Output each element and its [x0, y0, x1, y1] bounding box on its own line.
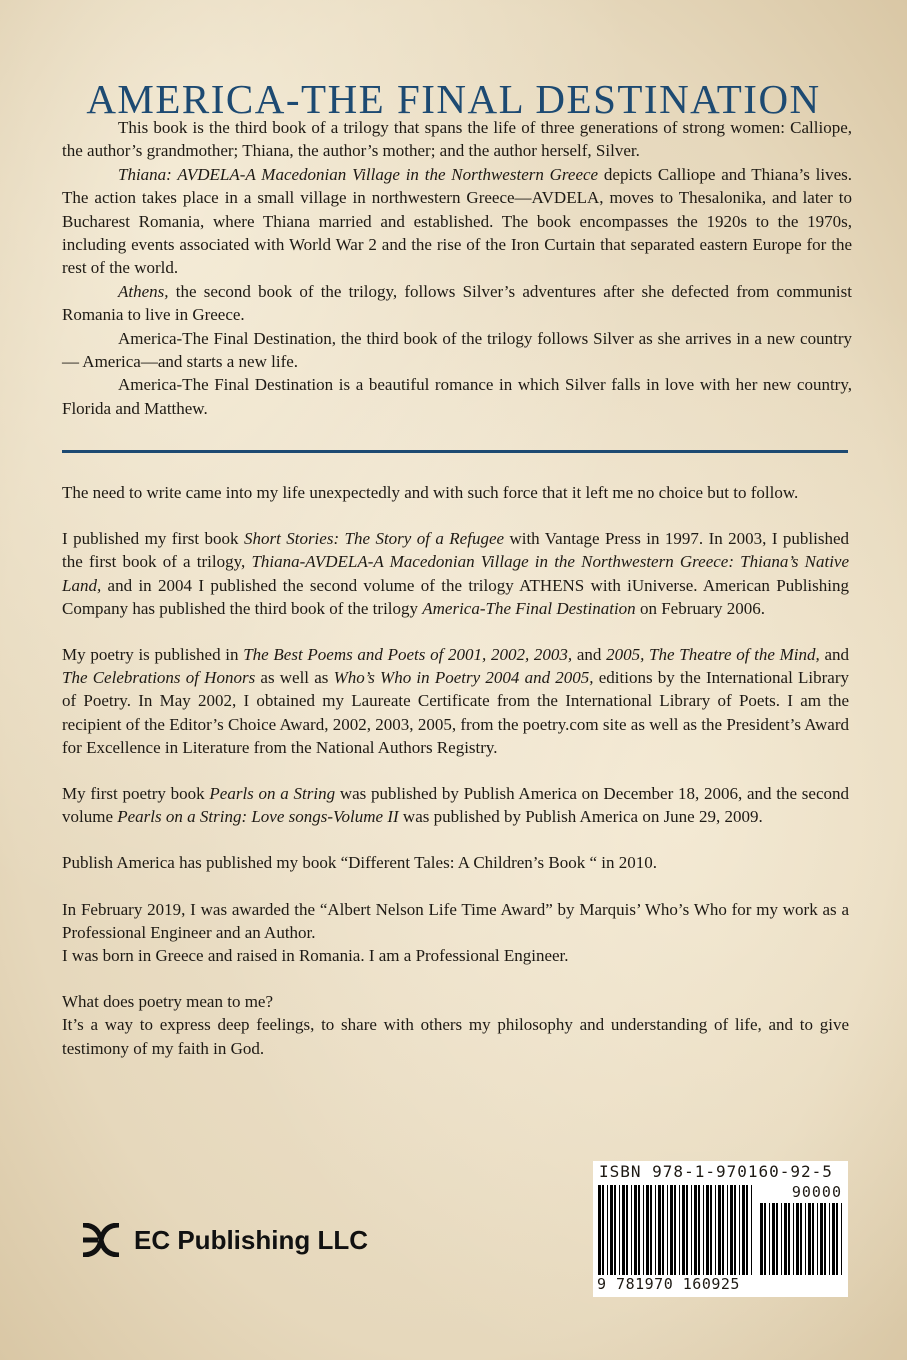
- barcode-bar: [710, 1185, 712, 1275]
- barcode-bar: [820, 1203, 823, 1275]
- book-title-reference: Pearls on a String: [209, 784, 336, 804]
- book-title-reference: America-The Final Destination: [422, 598, 636, 618]
- ean-bars: [597, 1185, 755, 1275]
- text: depicts Calliope and Thiana’s lives. The action takes place in a small village in northwestern Greece—AVDELA, moves to Thesalonika, and later to Bucharest Romania, where Thiana married and established. The book encompasses the 1920s to the 1970s, including events associated with World War 2 and the rise of the Iron Curtain that separated eastern Europe for the rest of the world.: [62, 164, 852, 278]
- synopsis-paragraph: [62, 163, 852, 280]
- barcode-bar: [670, 1185, 673, 1275]
- synopsis-paragraph: America-The Final Destination, the third book of the trilogy follows Silver as she arrives in a new country— America—and starts a new life.: [62, 328, 852, 372]
- barcode-bar: [691, 1185, 692, 1275]
- text: and in 2004 I published the second volume of the trilogy ATHENS with iUniverse. American Publishing Company has published the third book of the trilogy: [62, 575, 849, 618]
- barcode-bar: [662, 1185, 664, 1275]
- barcode-bar: [730, 1185, 733, 1275]
- bio-paragraph: It’s a way to express deep feelings, to share with others my philosophy and understanding of life, and to give testimony of my faith in God.: [62, 1015, 849, 1058]
- barcode-bar: [805, 1203, 806, 1275]
- barcode-bar: [703, 1185, 704, 1275]
- barcode-bar: [682, 1185, 685, 1275]
- barcode-bar: [742, 1185, 745, 1275]
- barcode-bar: [800, 1203, 802, 1275]
- synopsis: [62, 116, 852, 420]
- barcode-bar: [650, 1185, 652, 1275]
- barcode-bar: [626, 1185, 628, 1275]
- barcode-bar: [698, 1185, 700, 1275]
- text: was published by Publish America on June 29, 2009.: [398, 807, 763, 827]
- book-title-reference: Athens,: [118, 281, 169, 301]
- text: on February 2006.: [635, 598, 766, 618]
- barcode-bar: [781, 1203, 782, 1275]
- barcode-bar: [772, 1203, 775, 1275]
- barcode-bar: [760, 1203, 763, 1275]
- barcode-bar: [739, 1185, 740, 1275]
- barcode-bar: [602, 1185, 604, 1275]
- barcode-bar: [679, 1185, 680, 1275]
- barcode-bar: [751, 1185, 752, 1275]
- barcode-bar: [631, 1185, 632, 1275]
- barcode-bar: [746, 1185, 748, 1275]
- text: and: [819, 645, 849, 665]
- barcode-bar: [812, 1203, 814, 1275]
- book-title-reference: 2005, The Theatre of the Mind,: [606, 645, 820, 665]
- publisher-name: EC Publishing LLC: [134, 1224, 368, 1255]
- isbn-barcode: [593, 1161, 848, 1297]
- barcode-bar: [715, 1185, 716, 1275]
- barcode-bar: [793, 1203, 794, 1275]
- text: My first poetry book: [62, 784, 210, 804]
- text: was published by Publish America on December 18, 2006, and the second volume: [62, 784, 849, 827]
- author-bio: [62, 481, 849, 1083]
- barcode-bar: [832, 1203, 835, 1275]
- text: as well as: [255, 668, 334, 688]
- barcode-bar: [824, 1203, 826, 1275]
- barcode-bar: [598, 1185, 601, 1275]
- bio-paragraph: Publish America has published my book “Different Tales: A Children’s Book “ in 2010.: [62, 853, 658, 873]
- book-title-reference: Thiana-AVDELA-A Macedonian Village in the Northwestern Greece: Thiana’s Native Land,: [62, 552, 850, 595]
- barcode-bar: [718, 1185, 721, 1275]
- section-divider: [62, 450, 848, 453]
- barcode-bar: [655, 1185, 656, 1275]
- addon-bars: [759, 1203, 843, 1275]
- barcode-bar: [734, 1185, 736, 1275]
- barcode-bar: [607, 1185, 608, 1275]
- book-title-reference: Pearls on a String: Love songs-Volume II: [117, 807, 399, 827]
- barcode-bar: [829, 1203, 830, 1275]
- book-title-reference: The Best Poems and Poets of 2001, 2002, 2003,: [243, 645, 573, 665]
- barcode-bar: [764, 1203, 766, 1275]
- bio-paragraph: [62, 527, 849, 620]
- synopsis-paragraph: [62, 280, 852, 327]
- bio-paragraph: What does poetry mean to me?: [62, 992, 274, 1012]
- barcode-bar: [686, 1185, 688, 1275]
- barcode-bar: [706, 1185, 709, 1275]
- barcode-bar: [634, 1185, 637, 1275]
- bio-paragraph: I was born in Greece and raised in Romania. I am a Professional Engineer.: [62, 946, 569, 966]
- barcode-bar: [614, 1185, 616, 1275]
- barcode-bar: [788, 1203, 790, 1275]
- barcode-bar: [784, 1203, 787, 1275]
- book-title-reference: Who’s Who in Poetry 2004 and 2005,: [333, 668, 594, 688]
- barcode-bar: [841, 1203, 842, 1275]
- barcode-bar: [658, 1185, 661, 1275]
- barcode-bar: [776, 1203, 778, 1275]
- book-title-reference: Short Stories: The Story of a Refugee: [243, 529, 505, 549]
- price-code: 90000: [791, 1183, 842, 1201]
- barcode-bar: [619, 1185, 620, 1275]
- barcode-bar: [622, 1185, 625, 1275]
- book-title-reference: Thiana: AVDELA-A Macedonian Village in the Northwestern Greece: [118, 164, 599, 184]
- synopsis-paragraph: America-The Final Destination is a beautiful romance in which Silver falls in love with her new country, Florida and Matthew.: [62, 375, 852, 418]
- book-title-reference: The Celebrations of Honors: [62, 668, 256, 688]
- bio-paragraph: [62, 782, 849, 828]
- barcode-bar: [808, 1203, 811, 1275]
- barcode-bar: [694, 1185, 697, 1275]
- text: My poetry is published in: [62, 645, 244, 665]
- barcode-bar: [769, 1203, 770, 1275]
- barcode-bar: [667, 1185, 668, 1275]
- barcode-bar: [722, 1185, 724, 1275]
- text: and: [572, 645, 607, 665]
- text: editions by the International Library of Poetry. In May 2002, I obtained my Laureate Certificate from the International Library of Poets. I am the recipient of the Editor’s Choice Award, 2002, 2003, 2005, from the poetry.com site as well as the President’s Award for Excellence in Literature from the National Authors Registry.: [62, 668, 850, 757]
- book-title: AMERICA-THE FINAL DESTINATION: [86, 76, 821, 123]
- bio-paragraph: The need to write came into my life unexpectedly and with such force that it left me no choice but to follow.: [62, 483, 799, 502]
- isbn-label: ISBN 978-1-970160-92-5: [599, 1162, 833, 1181]
- barcode-bar: [796, 1203, 799, 1275]
- ean-digits: 9 781970 160925: [597, 1275, 740, 1293]
- barcode-bar: [646, 1185, 649, 1275]
- ec-logo-icon: [80, 1223, 122, 1257]
- barcode-bar: [836, 1203, 838, 1275]
- barcode-bar: [727, 1185, 728, 1275]
- barcode-bar: [638, 1185, 640, 1275]
- barcode-bar: [674, 1185, 676, 1275]
- text: with Vantage Press in 1997. In 2003, I published the first book of a trilogy,: [62, 529, 850, 572]
- bio-paragraph: [62, 643, 849, 759]
- synopsis-paragraph: This book is the third book of a trilogy that spans the life of three generations of strong women: Calliope, the author’s grandmother; Thiana, the author’s mother; and the author herself, Silver.: [62, 118, 852, 161]
- publisher-logo: [80, 1222, 368, 1258]
- barcode-bar: [643, 1185, 644, 1275]
- text: the second book of the trilogy, follows Silver’s adventures after she defected from communist Romania to live in Greece.: [62, 281, 852, 325]
- barcode-bar: [817, 1203, 818, 1275]
- barcode-bar: [610, 1185, 613, 1275]
- bio-paragraph: In February 2019, I was awarded the “Albert Nelson Life Time Award” by Marquis’ Who’s Who for my work as a Professional Engineer and an Author.: [62, 899, 849, 942]
- text: I published my first book: [62, 529, 244, 549]
